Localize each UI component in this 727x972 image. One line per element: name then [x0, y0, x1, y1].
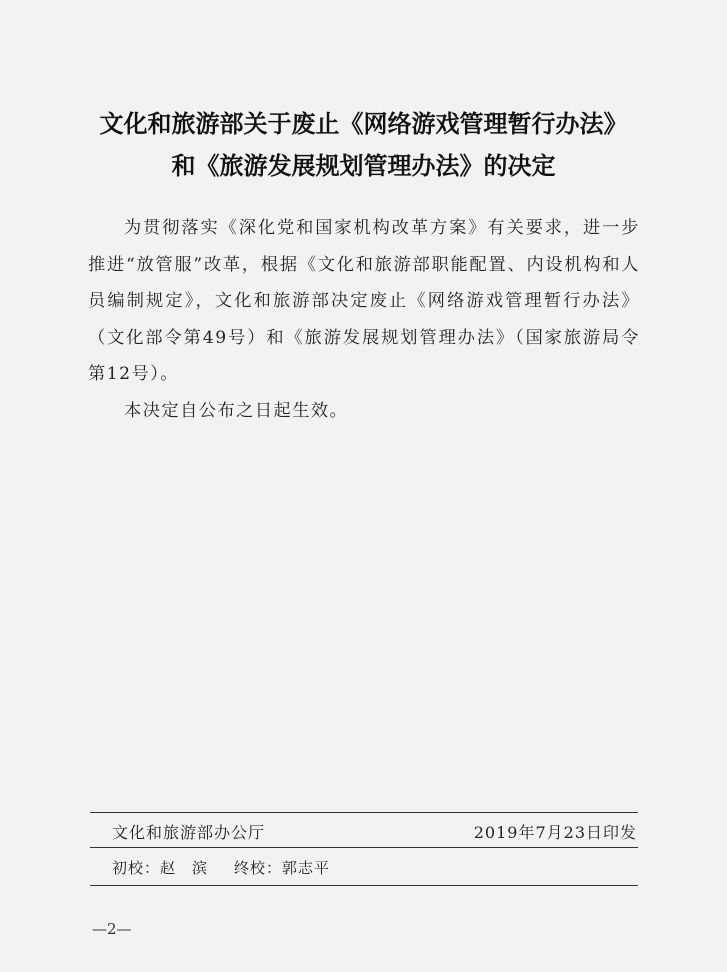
page-number: —2— [92, 920, 132, 938]
body-paragraph-decision: 为贯彻落实《深化党和国家机构改革方案》有关要求，进一步推进“放管服”改革，根据《文化和旅游部职能配置、内设机构和人员编制规定》，文化和旅游部决定废止《网络游戏管理暂行办法》（文化部令第49号）和《旅游发展规划管理办法》（国家旅游局令第12号）。 [88, 218, 640, 385]
footer-rule-bottom [90, 885, 638, 886]
final-proofreader: 终校：郭志平 [234, 859, 331, 877]
proofreaders [112, 857, 330, 878]
issuer-office: 文化和旅游部办公厅 [112, 823, 266, 842]
print-date: 2019年7月23日印发 [473, 823, 637, 842]
first-proofreader: 初校：赵 滨 [112, 859, 209, 877]
body-paragraph-effective: 本决定自公布之日起生效。 [124, 400, 349, 421]
footer-rule-top [90, 812, 638, 813]
document-title-line-2: 和《旅游发展规划管理办法》的决定 [171, 151, 556, 180]
footer-rule-middle [90, 847, 638, 848]
document-title-line-1: 文化和旅游部关于废止《网络游戏管理暂行办法》 [99, 109, 628, 138]
document-body [88, 210, 640, 430]
